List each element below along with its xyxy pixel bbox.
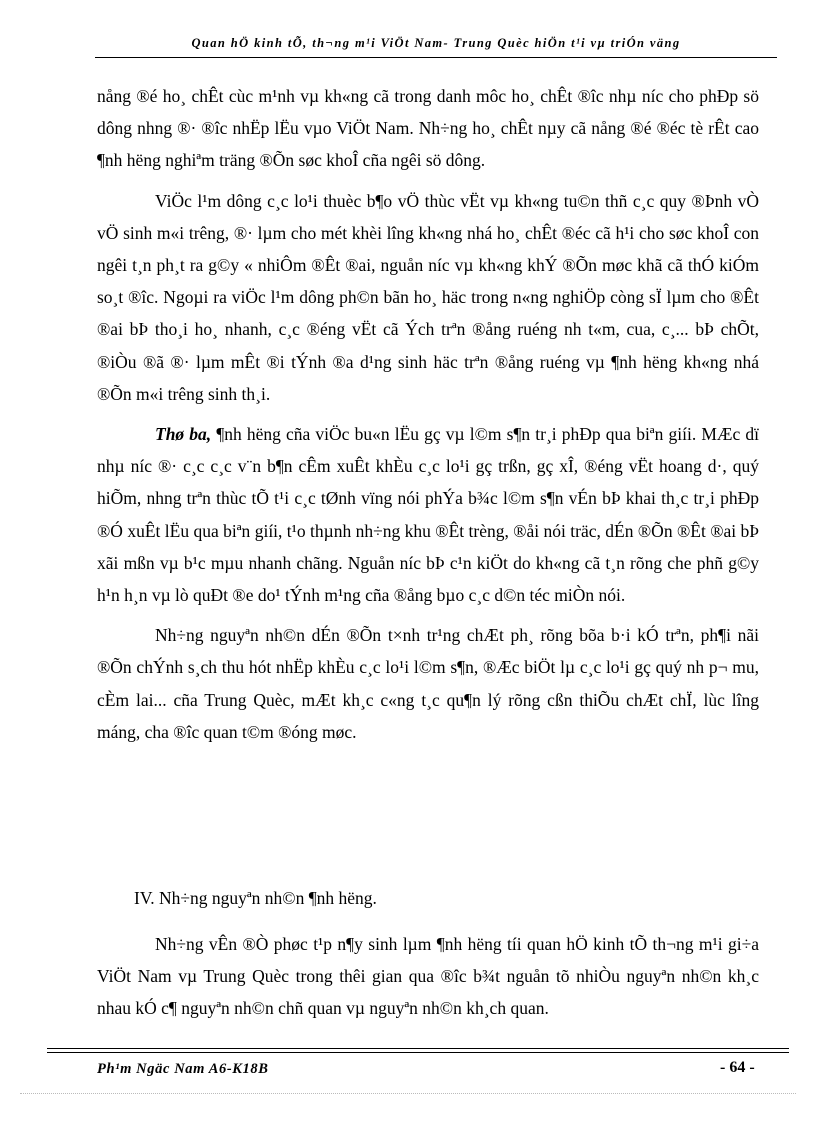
page-number: - 64 - [720, 1059, 755, 1076]
page-header-title: Quan hÖ kinh tÕ, th¬ng m¹i ViÖt Nam- Trung Quèc hiÖn t¹i vµ triÓn väng [191, 36, 681, 50]
paragraph-2: ViÖc l¹m dông c¸c lo¹i thuèc b¶o vÖ thùc vËt vµ kh«ng tu©n thñ c¸c quy ®Þnh vÒ vÖ sinh m«i trêng, ®· lµm cho mét khèi lîng kh«ng nhá ho¸ chÊt ®éc cã h¹i cho søc khoÎ con ngêi t¸n ph¸t ra g©y « nhiÔm ®Êt ®ai, nguån níc vµ kh«ng khÝ ®Õn møc khã cã thÓ kiÓm so¸t ®îc. Ngoµi ra viÖc l¹m dông ph©n bãn ho¸ häc trong n«ng nghiÖp còng sÏ lµm cho ®Êt ®ai bÞ tho¸i ho¸ nhanh, c¸c ®éng vËt cã Ých trªn ®ång ruéng nh t«m, cua, c¸... bÞ chÕt, ®iÒu ®ã ®· lµm mÊt ®i tÝnh ®a d¹ng sinh häc trªn ®ång ruéng vµ ¶nh hëng kh«ng nhá ®Õn m«i trêng sinh th¸i. [97, 190, 759, 404]
footer-divider [47, 1048, 789, 1049]
document-body [97, 80, 759, 748]
page-bottom-edge [20, 1093, 796, 1094]
paragraph-3 [97, 418, 759, 611]
footer-divider-second [47, 1052, 789, 1053]
paragraph-3-lead: Thø ba, [155, 424, 212, 445]
section-heading: IV. Nh÷ng nguyªn nh©n ¶nh hëng. [134, 888, 377, 908]
paragraph-3-text: ¶nh hëng cña viÖc bu«n lËu gç vµ l©m s¶n tr¸i phÐp qua biªn giíi. MÆc dï nhµ níc ®· c¸c c¸c v¨n b¶n cÊm xuÊt khÈu c¸c lo¹i gç trßn, gç xÎ, ®éng vËt hoang d·, quý hiÕm, nhng trªn thùc tÕ t¹i c¸c tØnh vïng nói phÝa b¾c l©m s¶n vÉn bÞ khai th¸c tr¸i phÐp ®Ó xuÊt lËu qua biªn giíi, t¹o thµnh nh÷ng khu ®Êt trèng, ®åi nói träc, dÉn ®Õn ®Êt ®ai bÞ xãi mßn vµ b¹c mµu nhanh chãng. Nguån níc bÞ c¹n kiÖt do kh«ng cã t¸n rõng che phñ g©y h¹n h¸n vµ lò quÐt ®e do¹ tÝnh m¹ng cña ®ång bµo c¸c d©n téc miÒn nói. [97, 424, 759, 606]
paragraph-1: nång ®é ho¸ chÊt cùc m¹nh vµ kh«ng cã trong danh môc ho¸ chÊt ®îc nhµ níc cho phÐp sö dông nhng ®· ®îc nhËp lËu vµo ViÖt Nam. Nh÷ng ho¸ chÊt nµy cã nång ®é ®éc tè rÊt cao ¶nh hëng nghiªm träng ®Õn søc khoÎ cña ngêi sö dông. [97, 86, 759, 171]
paragraph-4: Nh÷ng nguyªn nh©n dÉn ®Õn t×nh tr¹ng chÆt ph¸ rõng bõa b·i kÓ trªn, ph¶i nãi ®Õn chÝnh s¸ch thu hót nhËp khÈu c¸c lo¹i l©m s¶n, ®Æc biÖt lµ c¸c lo¹i gç quý nh p¬ mu, cÈm lai... cña Trung Quèc, mÆt kh¸c c«ng t¸c qu¶n lý rõng cßn thiÕu chÆt chÏ, lùc lîng máng, cha ®îc quan t©m ®óng møc. [97, 625, 759, 742]
paragraph-5: Nh÷ng vÊn ®Ò phøc t¹p n¶y sinh lµm ¶nh hëng tíi quan hÖ kinh tÕ th¬ng m¹i gi÷a ViÖt Nam vµ Trung Quèc trong thêi gian qua ®îc b¾t nguån tõ nhiÒu nguyªn nh©n kh¸c nhau kÓ c¶ nguyªn nh©n chñ quan vµ nguyªn nh©n kh¸ch quan. [97, 934, 759, 1019]
header-divider [95, 57, 777, 58]
footer-author: Ph¹m Ngäc Nam A6-K18B [97, 1061, 269, 1077]
